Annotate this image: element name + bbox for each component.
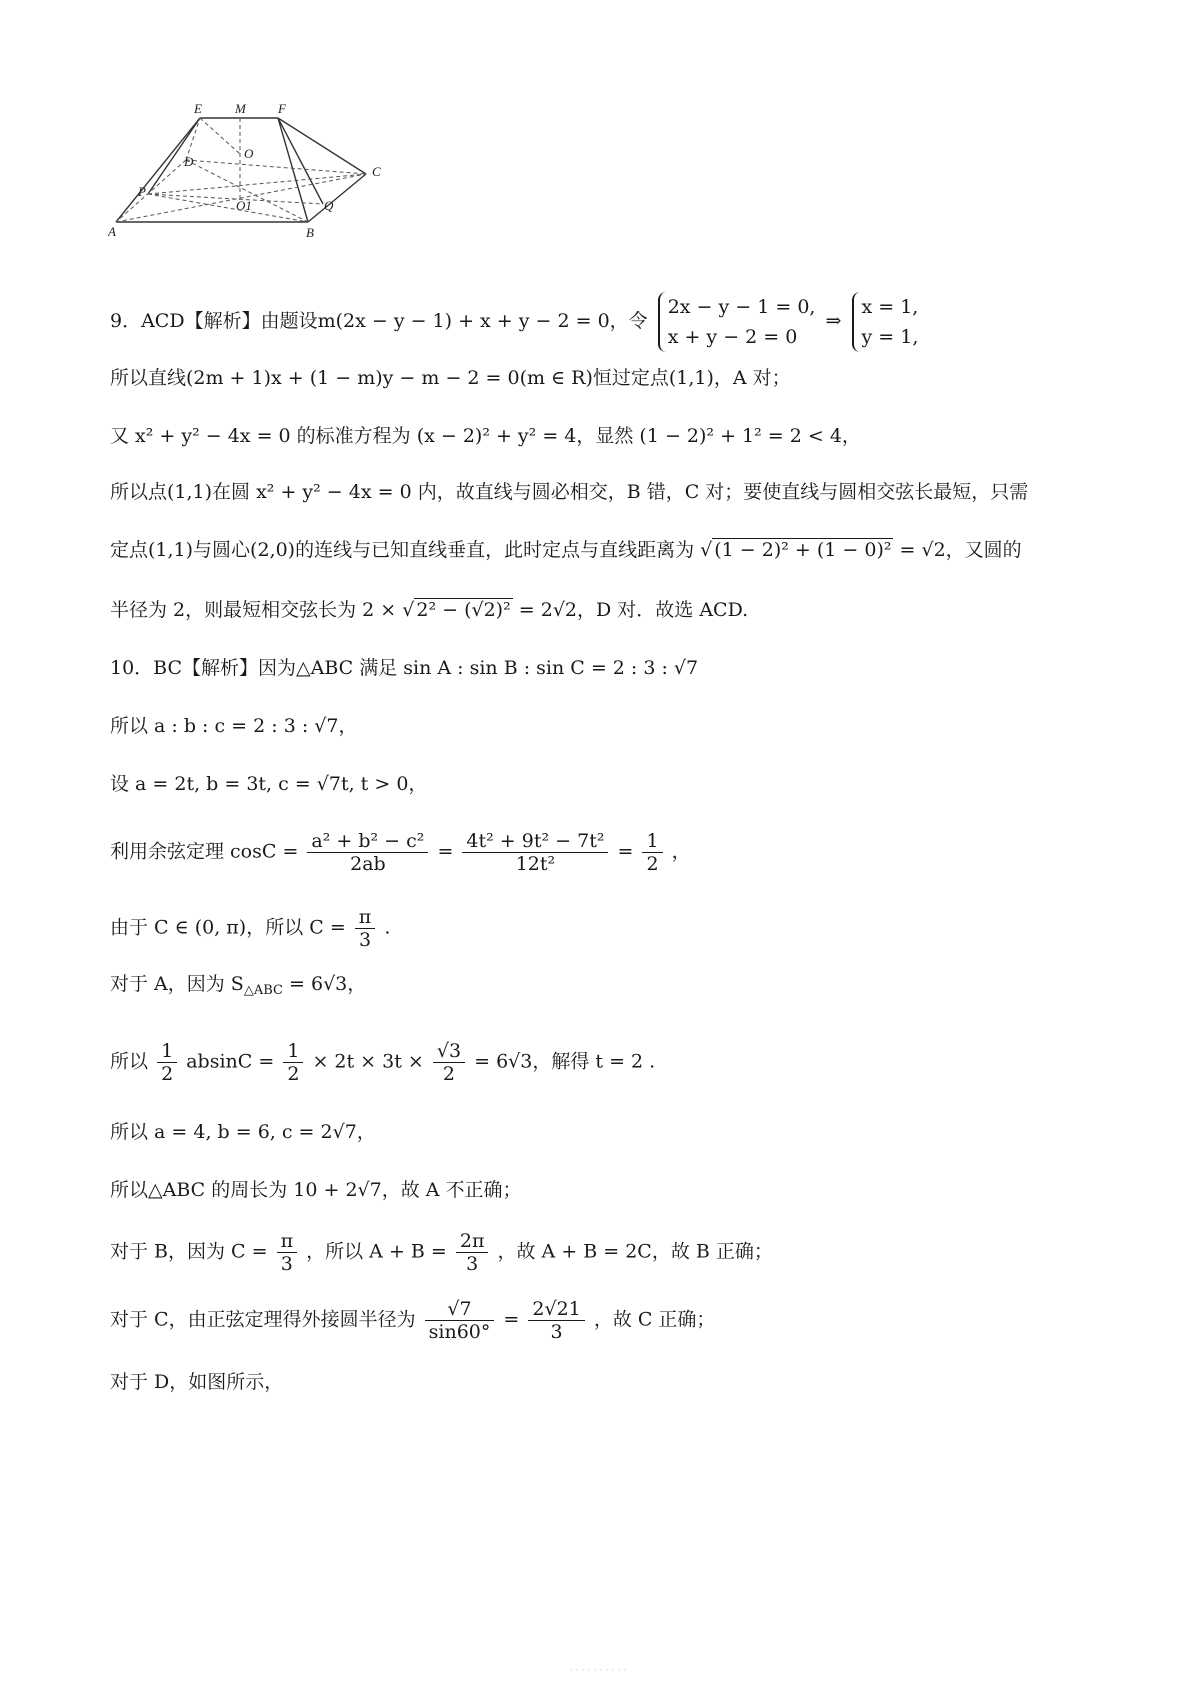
q9-distance-radicand: (1 − 2)² + (1 − 0)² [714,539,892,561]
fraction-cos-1: $\frac{\text{a² + b² − c²}}{2ab}$ [307,830,428,875]
q10-line6: 对于 A，因为 $S_{\triangle ABC} = 6√3$， [110,973,367,998]
q10-line12: 对于 D，如图所示， [110,1371,284,1393]
q10-line3: 设 a = 2t, b = 3t, c = √7t, t > 0， [110,773,428,795]
fraction-circumradius: $\frac{√7}{\sin 60^\circ}$ [425,1298,495,1343]
q10-line1: 10．BC【解析】因为△ABC 满足 sin A : sin B : sin C = 2 : 3 : √7 [110,657,699,679]
q9-line5: 定点(1,1)与圆心(2,0)的连线与已知直线垂直，此时定点与直线距离为 √ (1 − 2)² + (1 − 0)² = √2，又圆的 [110,539,1022,561]
q9-line6-text: 半径为 2，则最短相交弦长为 2 × [110,599,397,621]
q10-angle-text: 由于 C ∈ (0, π)，所以 C = [110,916,346,939]
label-M: M [235,104,246,116]
fraction-cos-3: $\frac{1}{2}$ [642,830,662,875]
q9-line4: 所以点(1,1)在圆 x² + y² − 4x = 0 内，故直线与圆必相交，B 错，C 对；要使直线与圆相交弦长最短，只需 [110,481,1029,503]
label-B: B [306,225,314,240]
fraction-root3-2: $\frac{√3}{2}$ [433,1040,465,1085]
geometry-figure [108,104,428,264]
q9-sol-y: y = 1, [861,326,919,348]
label-O1: O1 [236,198,252,213]
q9-line6: 半径为 2，则最短相交弦长为 2 × √ 2² − (√2)² = 2√2，D 对．故选 ACD. [110,599,749,621]
q9-solution-system [852,292,919,352]
q10-line5: 由于 C ∈ (0, π)，所以 C = $\frac{\pi}{3}$ . [110,906,391,951]
fraction-pi-3-b: $\frac{\pi}{3}$ [277,1230,298,1275]
q9-line3: 又 x² + y² − 4x = 0 的标准方程为 (x − 2)² + y² = 4，显然 (1 − 2)² + 1² = 2 < 4， [110,425,861,447]
q10-area-label: 对于 A，因为 S [110,973,244,995]
q9-line6-end: = 2√2，D 对．故选 ACD. [518,599,749,621]
q10-line8: 所以 a = 4, b = 6, c = 2√7， [110,1121,376,1143]
label-A: A [108,224,116,239]
fraction-half-2: $\frac{1}{2}$ [283,1040,303,1085]
q9-line1-text: 9．ACD【解析】由题设m(2x − y − 1) + x + y − 2 = 0，令 [110,310,648,332]
fraction-pi-3: $\frac{\pi}{3}$ [355,906,376,951]
q9-line5-text: 定点(1,1)与圆心(2,0)的连线与已知直线垂直，此时定点与直线距离为 [110,539,695,561]
fraction-half-1: $\frac{1}{2}$ [157,1040,177,1085]
q9-line1 [110,292,922,352]
q9-sys-eq2: x + y − 2 = 0 [667,326,798,348]
q10-line10: 对于 B，因为 C = $\frac{\pi}{3}$ ，所以 A + B = $\frac{2\pi}{3}$ ，故 A + B = 2C，故 B 正确； [110,1230,773,1275]
label-F: F [278,104,286,116]
q9-implies-arrow: ⇒ [825,310,842,332]
q10-line2: 所以 a : b : c = 2 : 3 : √7， [110,715,358,737]
fraction-2pi-3: $\frac{2\pi}{3}$ [456,1230,489,1275]
q10-cosine-label: 利用余弦定理 cosC = [110,840,299,863]
label-P: P [138,184,146,199]
label-E: E [194,104,202,116]
fraction-circumradius-value: $\frac{2√21}{3}$ [528,1298,584,1343]
page-mark-decoration [570,1668,630,1672]
q9-chord-radicand: 2² − (√2)² [416,599,511,621]
q10-line11: 对于 C，由正弦定理得外接圆半径为 $\frac{√7}{\sin 60^\circ}$ = $\frac{2√21}{3}$ ，故 C 正确； [110,1298,716,1343]
frustum-diagram [108,104,428,264]
label-Q: Q [324,198,334,213]
q9-line2: 所以直线(2m + 1)x + (1 − m)y − m − 2 = 0(m ∈ R)恒过定点(1,1)，A 对； [110,367,791,389]
label-D: D [184,154,194,169]
label-O: O [244,146,254,161]
q10-line4: 利用余弦定理 cosC = $\frac{\text{a² + b² − c²}}{2ab}$ = $\frac{\text{4t² + 9t² − 7t²}}{\text{12t²}}$ = $\frac{1}{2}$ ， [110,830,691,875]
q9-sol-x: x = 1, [861,296,919,318]
q9-equation-system [658,292,816,352]
q10-line7: 所以 $\frac{1}{2}$ absinC = $\frac{1}{2}$ × 2t × 3t × $\frac{√3}{2}$ = 6√3，解得 t = 2 . [110,1040,656,1085]
label-C: C [372,164,381,179]
q10-line9: 所以△ABC 的周长为 10 + 2√7，故 A 不正确； [110,1179,522,1201]
q9-line5-end: = √2，又圆的 [899,539,1022,561]
fraction-cos-2: $\frac{\text{4t² + 9t² − 7t²}}{\text{12t²}}$ [462,830,608,875]
q9-sys-eq1: 2x − y − 1 = 0, [667,296,816,318]
